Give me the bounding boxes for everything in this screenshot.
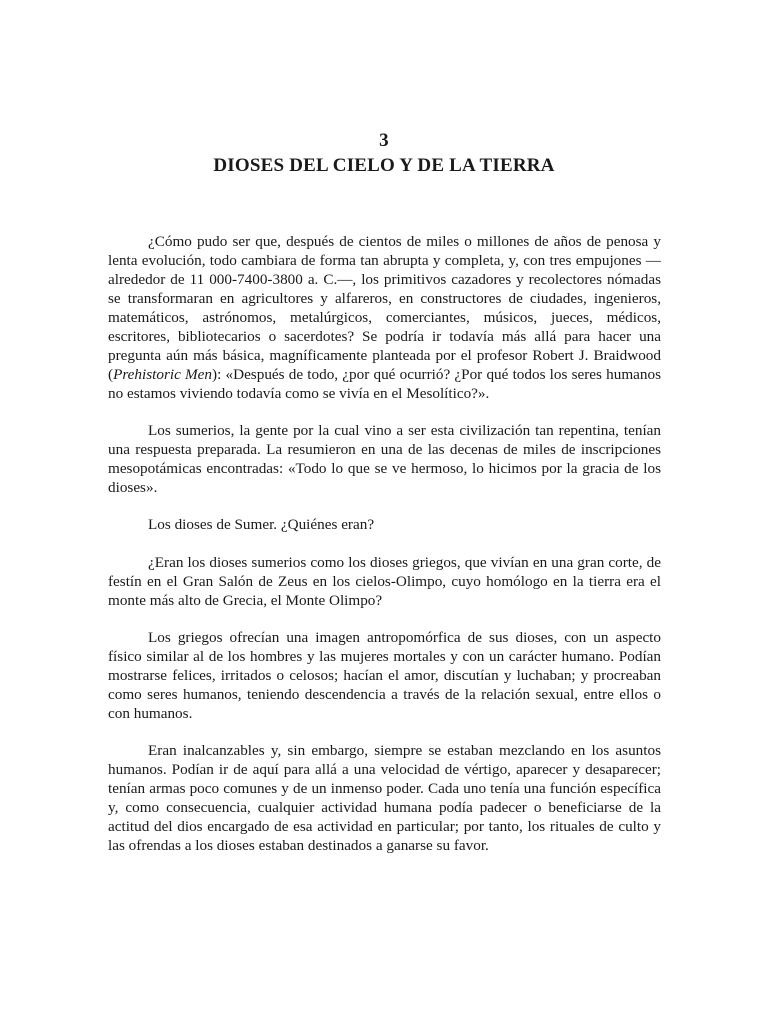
paragraph-2: Los sumerios, la gente por la cual vino a ser esta civilización tan repentina, tenían una respuesta preparada. La resumieron en una de las decenas de miles de inscripciones mesopotámicas encontradas: «Todo lo que se ve hermoso, lo hicimos por la gracia de los dioses».: [108, 422, 661, 496]
paragraph-1-text-a: ¿Cómo pudo ser que, después de cientos de miles o millones de años de penosa y lenta evolución, todo cambiara de forma tan abrupta y completa, y, con tres empujones —alrededor de 11 000-7400-3800 a. C.—, los primitivos cazadores y recolectores nómadas se transformaran en agricultores y alfareros, en constructores de ciudades, ingenieros, matemáticos, astrónomos, metalúrgicos, comerciantes, músicos, jueces, médicos, escritores, bibliotecarios o sacerdotes? Se podría ir todavía más allá para hacer una pregunta aún más básica, magníficamente planteada por el profesor Robert J. Braidwood (: [108, 233, 661, 383]
paragraph-1-text-b: ): «Después de todo, ¿por qué ocurrió? ¿Por qué todos los seres humanos no estamos viviendo todavía como se vivía en el Mesolítico?».: [108, 366, 662, 402]
paragraph-6: Eran inalcanzables y, sin embargo, siempre se estaban mezclando en los asuntos humanos. Podían ir de aquí para allá a una velocidad de vértigo, aparecer y desaparecer; tenían armas poco comunes y de un inmenso poder. Cada uno tenía una función específica y, como consecuencia, cualquier actividad humana podía padecer o beneficiarse de la actitud del dios encargado de esa actividad en particular; por tanto, los rituales de culto y las ofrendas a los dioses estaban destinados a ganarse su favor.: [108, 742, 661, 854]
paragraph-4: ¿Eran los dioses sumerios como los dioses griegos, que vivían en una gran corte, de festín en el Gran Salón de Zeus en los cielos-Olimpo, cuyo homólogo en la tierra era el monte más alto de Grecia, el Monte Olimpo?: [108, 554, 661, 609]
paragraph-5: Los griegos ofrecían una imagen antropomórfica de sus dioses, con un aspecto físico similar al de los hombres y las mujeres mortales y con un carácter humano. Podían mostrarse felices, irritados o celosos; hacían el amor, discutían y luchaban; y procreaban como seres humanos, teniendo descendencia a través de la relación sexual, entre ellos o con humanos.: [108, 629, 661, 722]
chapter-number: 3: [379, 130, 389, 151]
chapter-title: DIOSES DEL CIELO Y DE LA TIERRA: [213, 155, 555, 176]
body-text: [108, 232, 661, 873]
paragraph-3: Los dioses de Sumer. ¿Quiénes eran?: [148, 516, 375, 533]
paragraph-1: [108, 232, 661, 403]
book-title: Prehistoric Men: [113, 366, 213, 383]
